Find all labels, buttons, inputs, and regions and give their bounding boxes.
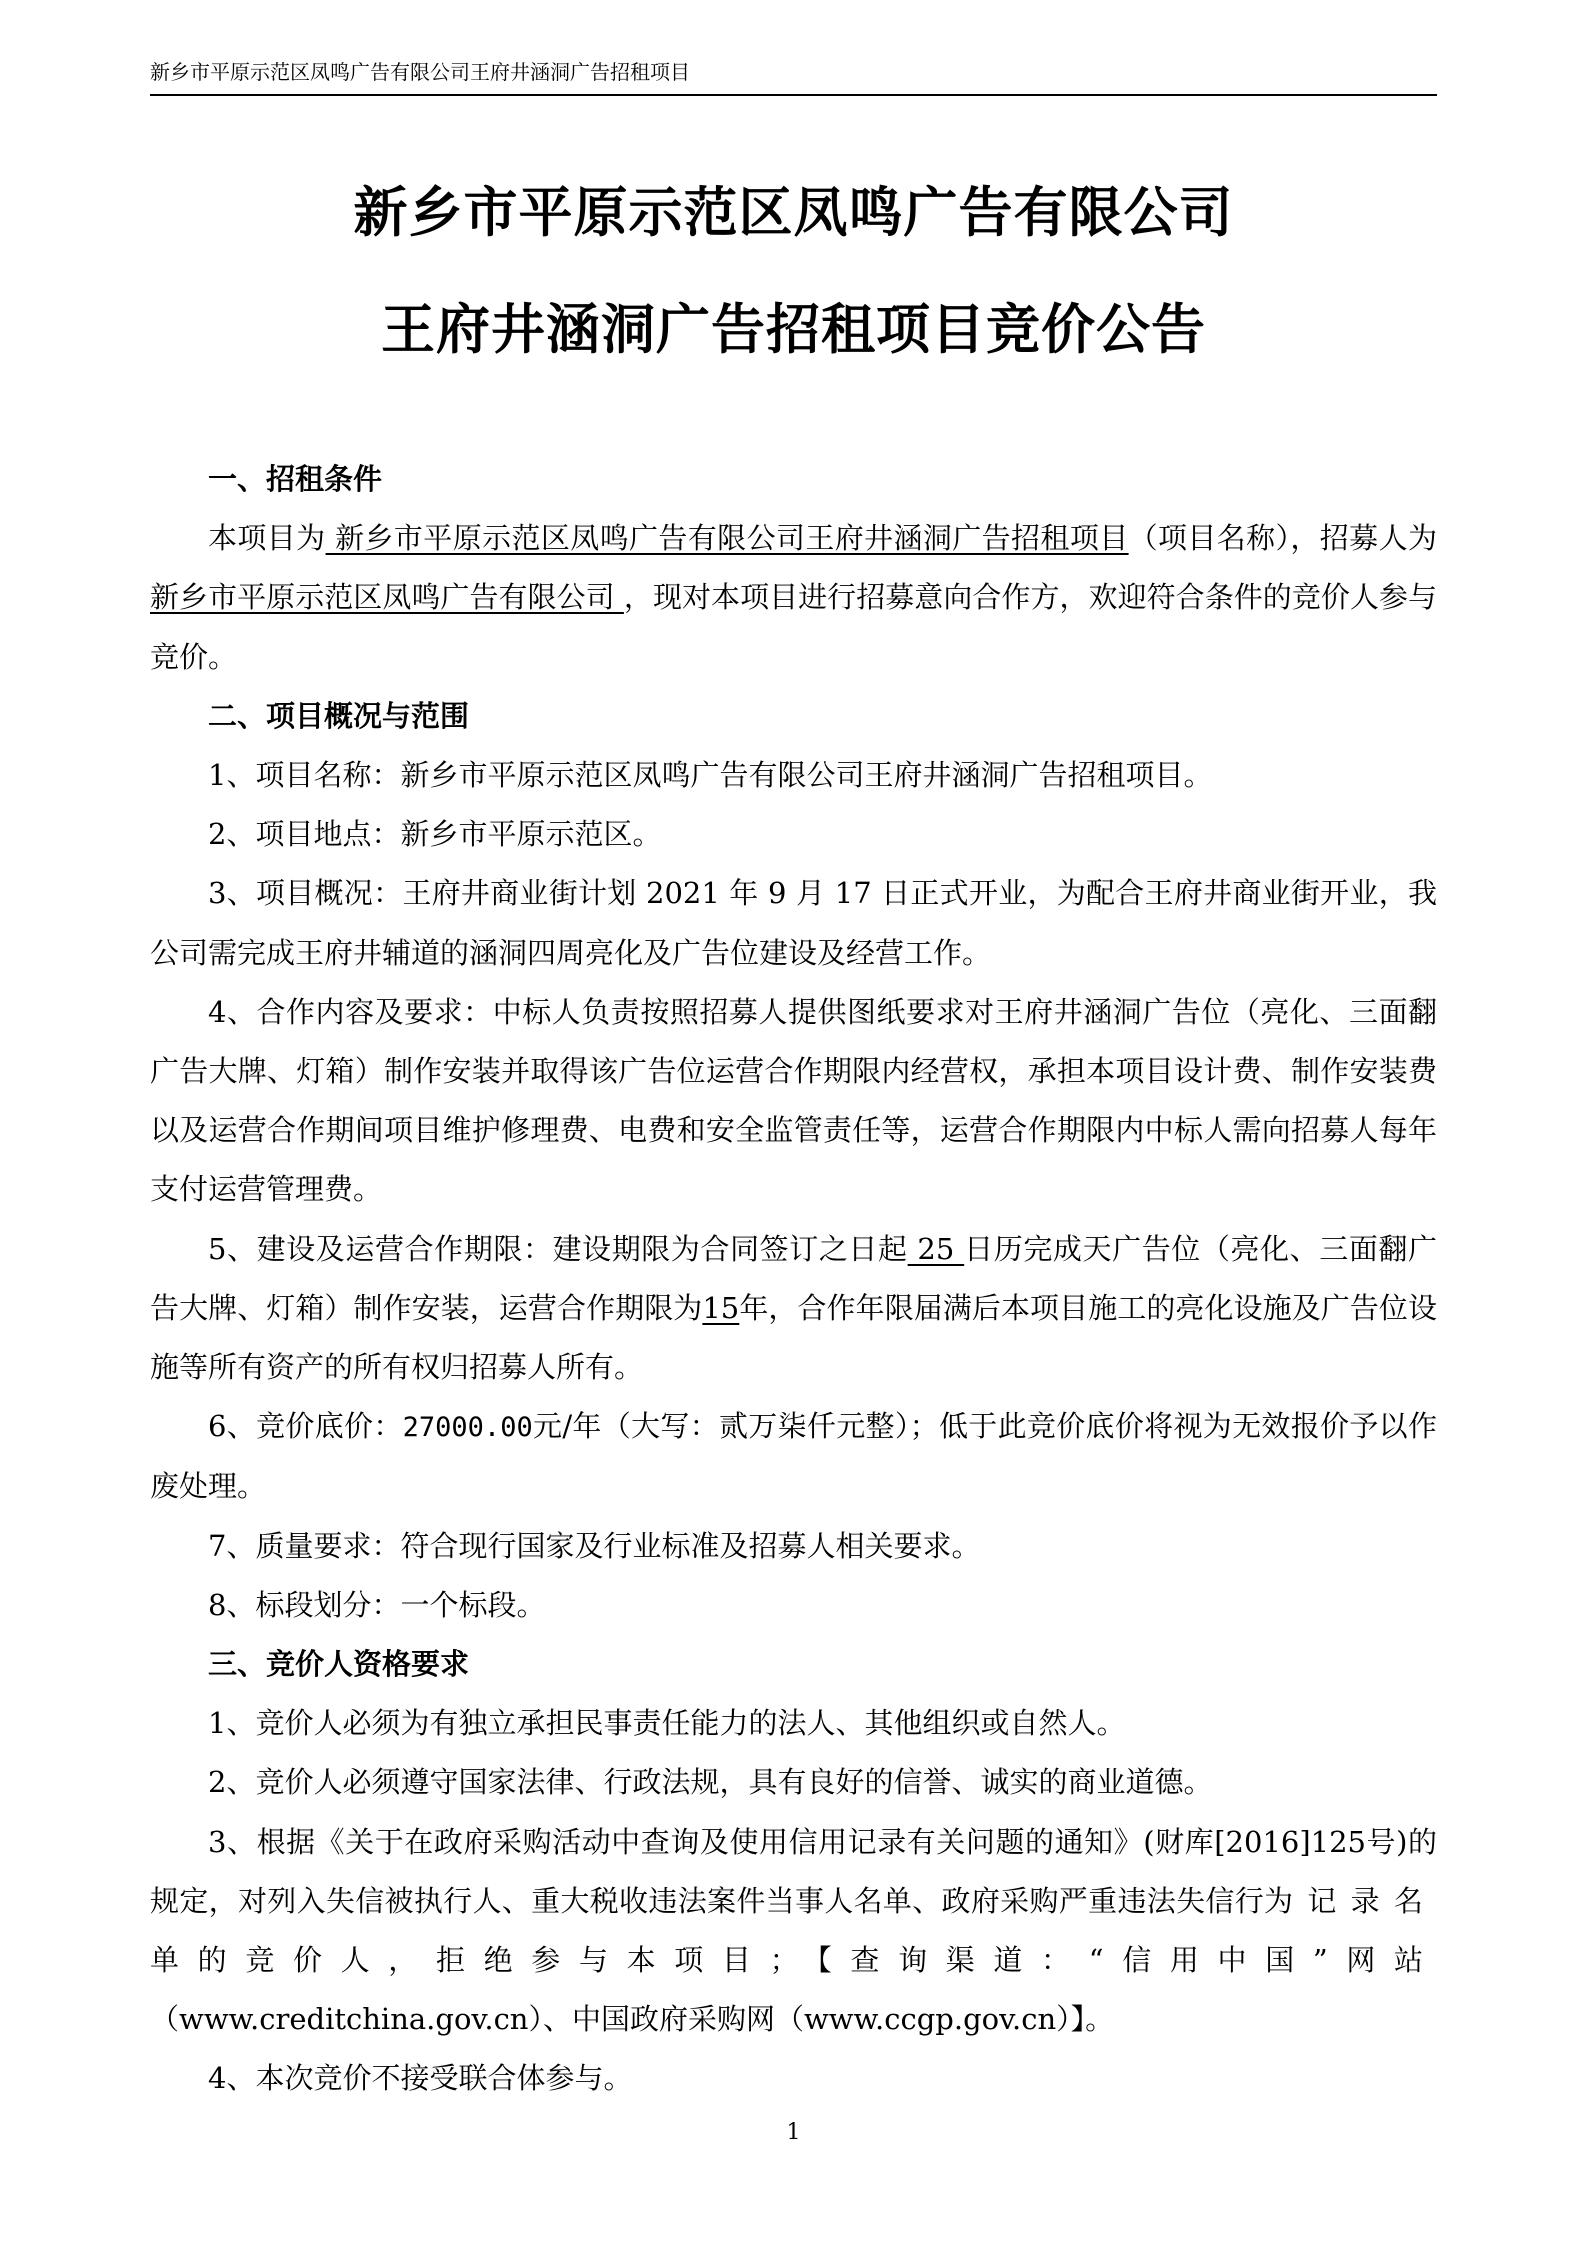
running-header: 新乡市平原示范区凤鸣广告有限公司王府井涵洞广告招租项目 — [150, 60, 690, 84]
section3-item-2: 2、竞价人必须遵守国家法律、行政法规，具有良好的信誉、诚实的商业道德。 — [208, 1765, 1213, 1800]
section2-item-4: 4、合作内容及要求：中标人负责按照招募人提供图纸要求对王府井涵洞广告位（亮化、三面翻广告大牌、灯箱）制作安装并取得该广告位运营合作期限内经营权，承担本项目设计费、制作安装费以及运营合作期间项目维护修理费、电费和安全监管责任等，运营合作期限内中标人需向招募人每年支付运营管理费。 — [150, 994, 1437, 1207]
document-title-line-2: 王府井涵洞广告招租项目竞价公告 — [381, 298, 1206, 361]
section-heading-3: 三、竞价人资格要求 — [208, 1647, 470, 1682]
text-span: 6、竞价底价： — [208, 1409, 403, 1444]
text-span: 年，合作年限届满后本项目施工的亮化设施及广告位设施等所有资产的所有权归招募人所有。 — [150, 1290, 1437, 1385]
operation-years-underlined: 15 — [702, 1290, 740, 1325]
section-heading-2: 二、项目概况与范围 — [208, 698, 470, 733]
text-span: ，现对本项目进行招募意向合作方，欢迎符合条件的竞价人参与竞价。 — [150, 580, 1437, 674]
section2-item-8: 8、标段划分：一个标段。 — [208, 1587, 546, 1622]
text-span: 为记录名单的竞价人，拒绝参与本项目；【查询渠道：“信用中国”网站 — [150, 1883, 1437, 1978]
project-name-underlined: 新乡市平原示范区凤鸣广告有限公司王府井涵洞广告招租项目 — [325, 521, 1129, 556]
text-span: 本项目为 — [208, 521, 326, 556]
section1-paragraph — [150, 509, 1437, 687]
text-span: 3、根据《关于在政府采购活动中查询及使用信用记录有关问题的通知》(财库[2016]125号)的规定，对列入失信被执行人、重大税收违法案件当事人名单、政府采购严重违法失信行 — [150, 1824, 1437, 1918]
section3-item-4: 4、本次竞价不接受联合体参与。 — [208, 2061, 633, 2096]
section2-item-1: 1、项目名称：新乡市平原示范区凤鸣广告有限公司王府井涵洞广告招租项目。 — [208, 758, 1213, 793]
section2-item-5 — [150, 1220, 1437, 1398]
document-body — [150, 450, 1437, 2109]
section2-item-7: 7、质量要求：符合现行国家及行业标准及招募人相关要求。 — [208, 1528, 981, 1563]
text-span: 元/年（大写：贰万柒仟元整）；低于此竞价底价将视为无效报价予以作废处理。 — [150, 1409, 1438, 1504]
section3-item-3 — [150, 1813, 1437, 2050]
text-span: 5、建设及运营合作期限：建设期限为合同签订之日起 — [208, 1231, 908, 1266]
text-span: 日历完成天广告位（亮化、三面翻广告大牌、灯箱）制作安装，运营合作期限为 — [150, 1231, 1438, 1325]
section2-item-3: 3、项目概况：王府井商业街计划 2021 年 9 月 17 日正式开业，为配合王府井商业街开业，我公司需完成王府井辅道的涵洞四周亮化及广告位建设及经营工作。 — [150, 876, 1437, 970]
header-rule — [150, 94, 1437, 96]
text-span: （www.creditchina.gov.cn）、中国政府采购网（www.ccgp.gov.cn）】。 — [150, 2002, 1115, 2037]
section2-item-6 — [150, 1397, 1437, 1516]
section-heading-1: 一、招租条件 — [208, 462, 383, 496]
construction-days-underlined: 25 — [907, 1231, 965, 1266]
section2-item-2: 2、项目地点：新乡市平原示范区。 — [208, 817, 662, 852]
page-number: 1 — [786, 2120, 801, 2145]
recruiter-name-underlined: 新乡市平原示范区凤鸣广告有限公司 — [150, 580, 624, 615]
text-span: （项目名称），招募人为 — [1128, 521, 1437, 556]
reserve-price-value: 27000.00 — [402, 1412, 533, 1444]
document-title-line-1: 新乡市平原示范区凤鸣广告有限公司 — [353, 181, 1234, 244]
section3-item-1: 1、竞价人必须为有独立承担民事责任能力的法人、其他组织或自然人。 — [208, 1706, 1126, 1741]
